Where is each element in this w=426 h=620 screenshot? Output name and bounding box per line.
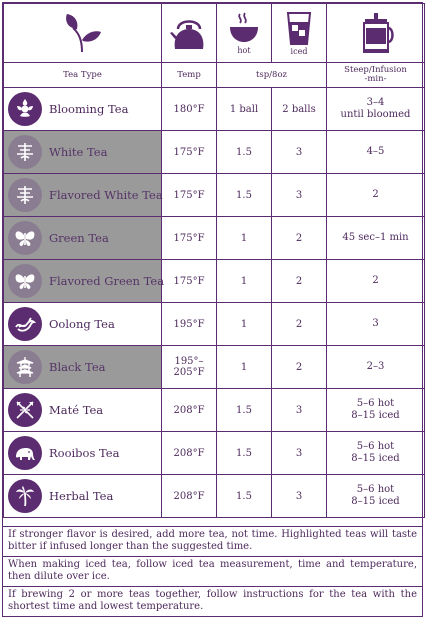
tea-row <box>4 174 425 217</box>
temperature: 208°F <box>162 475 217 518</box>
tea-name-cell <box>4 174 162 217</box>
col-amount: tsp/8oz <box>217 63 327 88</box>
blooming-flower-icon <box>8 92 42 126</box>
tea-row <box>4 346 425 389</box>
tea-row <box>4 88 425 131</box>
hot-label: hot <box>237 46 251 55</box>
tea-name-cell <box>4 217 162 260</box>
steep-time <box>327 475 425 518</box>
temperature: 180°F <box>162 88 217 131</box>
temperature: 175°F <box>162 260 217 303</box>
iced-amount: 3 <box>272 131 327 174</box>
temperature: 195°–205°F <box>162 346 217 389</box>
steep-line: 2–3 <box>366 361 385 372</box>
steep-time <box>327 217 425 260</box>
steep-line: 4–5 <box>366 146 385 157</box>
steep-line: 8–15 iced <box>351 410 400 421</box>
iced-amount: 3 <box>272 174 327 217</box>
note-blending: If brewing 2 or more teas together, follow instructions for the tea with the shortest time and lowest temperature. <box>3 586 422 616</box>
longevity-symbol-icon <box>8 178 42 212</box>
infuser-press-icon <box>358 12 394 54</box>
palm-tree-icon <box>8 479 42 513</box>
col-temp: Temp <box>162 63 217 88</box>
iced-amount: 3 <box>272 432 327 475</box>
tea-name-cell <box>4 389 162 432</box>
pagoda-icon <box>8 350 42 384</box>
tea-name: White Tea <box>49 145 108 159</box>
column-label-row <box>4 63 425 88</box>
steep-time <box>327 389 425 432</box>
tea-name: Flavored White Tea <box>49 188 163 202</box>
steep-line: until bloomed <box>340 109 411 120</box>
kettle-header-cell <box>162 4 217 63</box>
steep-time <box>327 303 425 346</box>
steep-line: 8–15 iced <box>351 496 400 507</box>
elephant-icon <box>8 436 42 470</box>
steep-line: 45 sec–1 min <box>342 232 409 243</box>
temperature: 175°F <box>162 131 217 174</box>
tea-row <box>4 217 425 260</box>
tea-row <box>4 303 425 346</box>
brewing-table <box>3 3 425 518</box>
tea-row <box>4 131 425 174</box>
iced-glass-header-cell <box>272 4 327 63</box>
dragon-icon <box>8 307 42 341</box>
steep-line: 5–6 hot <box>356 441 395 452</box>
hot-amount: 1.5 <box>217 389 272 432</box>
notes-section <box>3 526 422 616</box>
butterfly-icon <box>8 221 42 255</box>
steep-line: 8–15 iced <box>351 453 400 464</box>
tea-name: Maté Tea <box>49 403 104 417</box>
steep-line: 3 <box>372 318 379 329</box>
temperature: 175°F <box>162 217 217 260</box>
col-tea-type: Tea Type <box>4 63 162 88</box>
steep-time <box>327 131 425 174</box>
hot-cup-icon <box>227 11 261 45</box>
tea-name: Rooibos Tea <box>49 446 120 460</box>
hot-amount: 1.5 <box>217 131 272 174</box>
hot-cup-header-cell <box>217 4 272 63</box>
tea-name-cell <box>4 303 162 346</box>
hot-amount: 1 <box>217 217 272 260</box>
iced-amount: 2 <box>272 303 327 346</box>
col-steep-unit: -min- <box>364 74 387 84</box>
tea-row <box>4 475 425 518</box>
kettle-icon <box>169 13 209 53</box>
steep-line: 3–4 <box>366 97 385 108</box>
tea-name: Herbal Tea <box>49 489 114 503</box>
iced-label: iced <box>290 47 308 56</box>
infuser-header-cell <box>327 4 425 63</box>
tea-brewing-chart <box>2 2 423 617</box>
tea-rows <box>4 88 425 518</box>
steep-time <box>327 260 425 303</box>
icon-header-row <box>4 4 425 63</box>
tea-row <box>4 432 425 475</box>
hot-amount: 1 <box>217 303 272 346</box>
iced-amount: 3 <box>272 475 327 518</box>
iced-amount: 3 <box>272 389 327 432</box>
iced-amount: 2 balls <box>272 88 327 131</box>
temperature: 208°F <box>162 389 217 432</box>
steep-time <box>327 174 425 217</box>
hot-amount: 1.5 <box>217 174 272 217</box>
iced-amount: 2 <box>272 260 327 303</box>
tea-name: Green Tea <box>49 231 109 245</box>
temperature: 208°F <box>162 432 217 475</box>
iced-glass-icon <box>284 10 314 46</box>
steep-time <box>327 88 425 131</box>
tea-leaf-icon <box>63 12 103 54</box>
butterfly-icon <box>8 264 42 298</box>
tea-leaf-header-cell <box>4 4 162 63</box>
temperature: 175°F <box>162 174 217 217</box>
tea-name: Blooming Tea <box>49 102 129 116</box>
steep-line: 5–6 hot <box>356 484 395 495</box>
tea-name-cell <box>4 260 165 303</box>
steep-line: 2 <box>372 275 379 286</box>
note-iced-tea: When making iced tea, follow iced tea measurement, time and temperature, then dilute over ice. <box>3 556 422 586</box>
steep-line: 2 <box>372 189 379 200</box>
steep-time <box>327 346 425 389</box>
tea-name-cell <box>4 475 162 518</box>
iced-amount: 2 <box>272 346 327 389</box>
note-stronger-flavor: If stronger flavor is desired, add more tea, not time. Highlighted teas will taste bitter if infused longer than the suggested time. <box>3 526 422 556</box>
tea-name-cell <box>4 88 162 131</box>
iced-amount: 2 <box>272 217 327 260</box>
hot-amount: 1 <box>217 260 272 303</box>
hot-amount: 1 ball <box>217 88 272 131</box>
hot-amount: 1.5 <box>217 432 272 475</box>
tea-name: Black Tea <box>49 360 106 374</box>
tea-name-cell <box>4 432 162 475</box>
col-steep-title: Steep/Infusion <box>344 65 407 75</box>
temperature: 195°F <box>162 303 217 346</box>
steep-line: 5–6 hot <box>356 398 395 409</box>
crossed-spears-icon <box>8 393 42 427</box>
tea-row <box>4 260 425 303</box>
hot-amount: 1 <box>217 346 272 389</box>
tea-row <box>4 389 425 432</box>
col-steep <box>327 63 425 88</box>
steep-time <box>327 432 425 475</box>
tea-name-cell <box>4 346 162 389</box>
longevity-symbol-icon <box>8 135 42 169</box>
tea-name: Flavored Green Tea <box>49 274 165 288</box>
tea-name-cell <box>4 131 162 174</box>
tea-name: Oolong Tea <box>49 317 115 331</box>
hot-amount: 1.5 <box>217 475 272 518</box>
